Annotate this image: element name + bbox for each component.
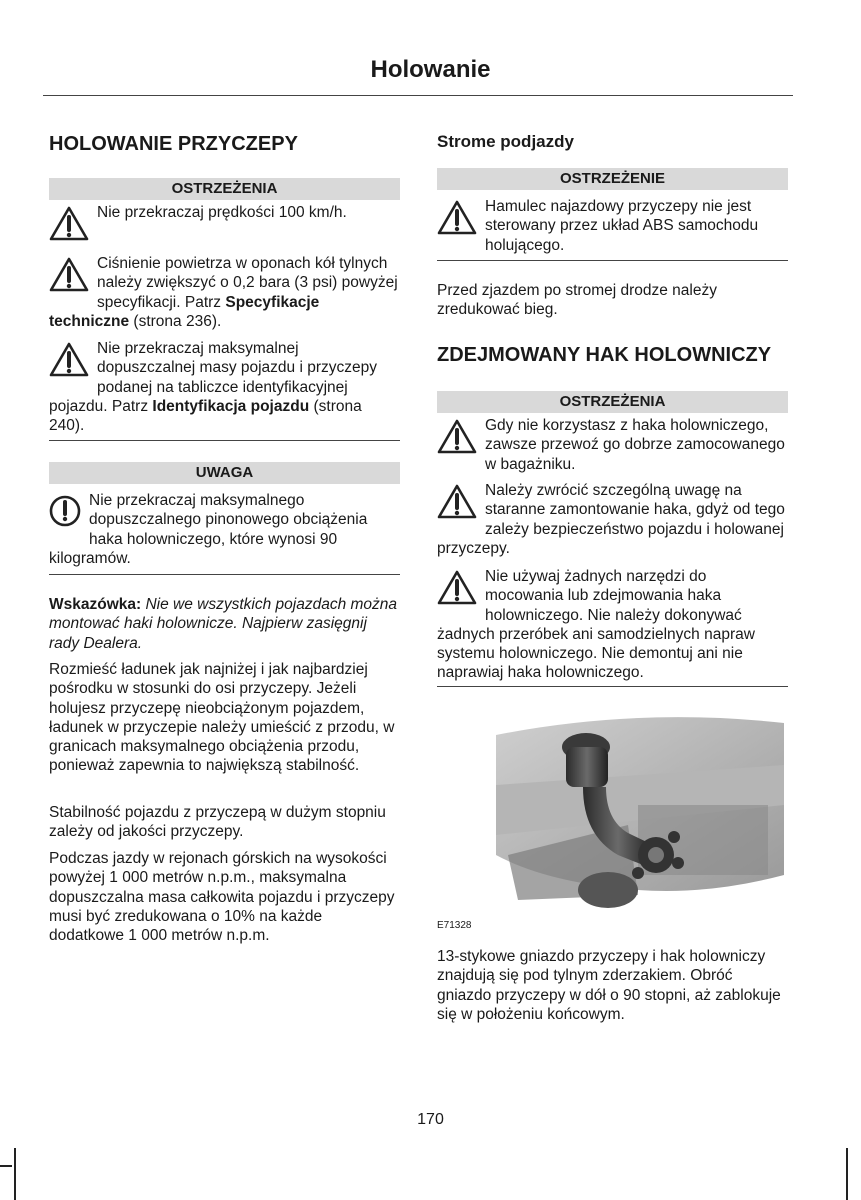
paragraph-trailer-socket: 13-stykowe gniazdo przyczepy i hak holowniczy znajdują się pod tylnym zderzakiem. Obróć gniazdo przyczepy w dół o 90 stopni, aż zablokuje się w położeniu końcowym. bbox=[437, 948, 781, 1023]
warning-triangle-icon bbox=[437, 483, 477, 519]
paragraph-mountain-driving: Podczas jazdy w rejonach górskich na wysokości powyżej 1 000 metrów n.p.m., maksymalna dopuszczalna masa całkowita pojazdu i przyczepy musi być zredukowana o 10% na każde dodatkowe 1 000 metrów n.p.m. bbox=[49, 850, 395, 945]
warning-hook-mounting-text: Należy zwrócić szczególną uwagę na staranne zamontowanie haka, gdyż od tego zależy bezpieczeństwo pojazdu i holowanej przyczepy. bbox=[437, 482, 785, 557]
warning-brake-abs bbox=[437, 197, 788, 255]
warning-no-tools-text: Nie używaj żadnych narzędzi do mocowania lub zdejmowania haka holowniczego. Nie należy dokonywać żadnych przeróbek ani samodzielnych napraw systemu holowniczego. Nie demontuj ani nie naprawiaj haka holowniczego. bbox=[437, 568, 755, 682]
warning-triangle-icon bbox=[49, 205, 89, 241]
tow-hook-photo bbox=[488, 705, 788, 915]
page-number: 170 bbox=[417, 1111, 444, 1128]
warning-hook-storage bbox=[437, 416, 788, 474]
warning-hook-mounting bbox=[437, 481, 788, 558]
paragraph-load-distribution: Rozmieść ładunek jak najniżej i jak najbardziej pośrodku w stosunki do osi przyczepy. Jeżeli holujesz przyczepę nieobciążonym pojazdem, ładunek w przyczepie należy umieścić z przodu, w granicach maksymalnego obciążenia przodu, ponieważ zapewnia to największą stabilność. bbox=[49, 661, 395, 775]
divider bbox=[49, 440, 400, 441]
note-exclamation-icon bbox=[49, 493, 81, 529]
note-hitch-load-text: Nie przekraczaj maksymalnego dopuszczalnego pinonowego obciążenia haka holowniczego, które wynosi 90 kilogramów. bbox=[49, 492, 368, 567]
section-heading-detachable-hook: ZDEJMOWANY HAK HOLOWNICZY bbox=[437, 344, 772, 366]
warning-triangle-icon bbox=[437, 569, 477, 605]
tip-text: Nie we wszystkich pojazdach można montować haki holownicze. Najpierw zasięgnij rady Dealera. bbox=[49, 596, 398, 652]
tip-label: Wskazówka: bbox=[49, 596, 142, 613]
warning-hook-storage-text: Gdy nie korzystasz z haka holowniczego, zawsze przewoź go dobrze zamocowanego w bagażniku. bbox=[485, 417, 785, 473]
divider bbox=[49, 574, 400, 575]
section-heading-steep-slopes: Strome podjazdy bbox=[437, 132, 574, 151]
warning-tire-pressure bbox=[49, 254, 400, 331]
note-hitch-load bbox=[49, 491, 400, 568]
paragraph-stability: Stabilność pojazdu z przyczepą w dużym stopniu zależy od jakości przyczepy. bbox=[49, 804, 386, 841]
warnings-label-bar: OSTRZEŻENIA bbox=[437, 391, 788, 413]
tip-paragraph bbox=[49, 595, 400, 653]
header-divider bbox=[43, 95, 793, 96]
warning-triangle-icon bbox=[49, 341, 89, 377]
warning-label-bar: OSTRZEŻENIE bbox=[437, 168, 788, 190]
page-header-title: Holowanie bbox=[370, 56, 491, 83]
warning-triangle-icon bbox=[437, 199, 477, 235]
warning-max-mass bbox=[49, 339, 400, 435]
section-heading-towing-trailer: HOLOWANIE PRZYCZEPY bbox=[49, 133, 298, 155]
crop-mark bbox=[14, 1148, 16, 1200]
paragraph-downhill: Przed zjazdem po stromej drodze należy zredukować bieg. bbox=[437, 282, 717, 319]
warning-brake-abs-text: Hamulec najazdowy przyczepy nie jest sterowany przez układ ABS samochodu holującego. bbox=[485, 198, 759, 254]
link-vehicle-identification[interactable]: Identyfikacja pojazdu bbox=[152, 397, 310, 415]
crop-mark bbox=[846, 1148, 848, 1200]
note-label-bar: UWAGA bbox=[49, 462, 400, 484]
warning-no-tools bbox=[437, 567, 788, 683]
warning-triangle-icon bbox=[437, 418, 477, 454]
warning-triangle-icon bbox=[49, 256, 89, 292]
warning-speed bbox=[49, 203, 400, 243]
warning-max-mass-page: (strona 240). bbox=[49, 397, 362, 435]
warning-tire-pressure-page: (strona 236). bbox=[129, 312, 222, 330]
link-technical-specs[interactable]: Specyfikacje techniczne bbox=[49, 293, 320, 330]
warning-max-mass-text: Nie przekraczaj maksymalnej dopuszczalnej masy pojazdu i przyczepy podanej na tabliczce identyfikacyjnej pojazdu. Patrz bbox=[49, 340, 377, 415]
divider bbox=[437, 260, 788, 261]
warning-speed-text: Nie przekraczaj prędkości 100 km/h. bbox=[97, 204, 347, 221]
crop-mark bbox=[0, 1165, 12, 1167]
divider bbox=[437, 686, 788, 687]
warning-tire-pressure-text: Ciśnienie powietrza w oponach kół tylnych należy zwiększyć o 0,2 bara (3 psi) powyżej specyfikacji. Patrz bbox=[97, 255, 398, 311]
warnings-label-bar: OSTRZEŻENIA bbox=[49, 178, 400, 200]
figure-id: E71328 bbox=[437, 920, 472, 931]
